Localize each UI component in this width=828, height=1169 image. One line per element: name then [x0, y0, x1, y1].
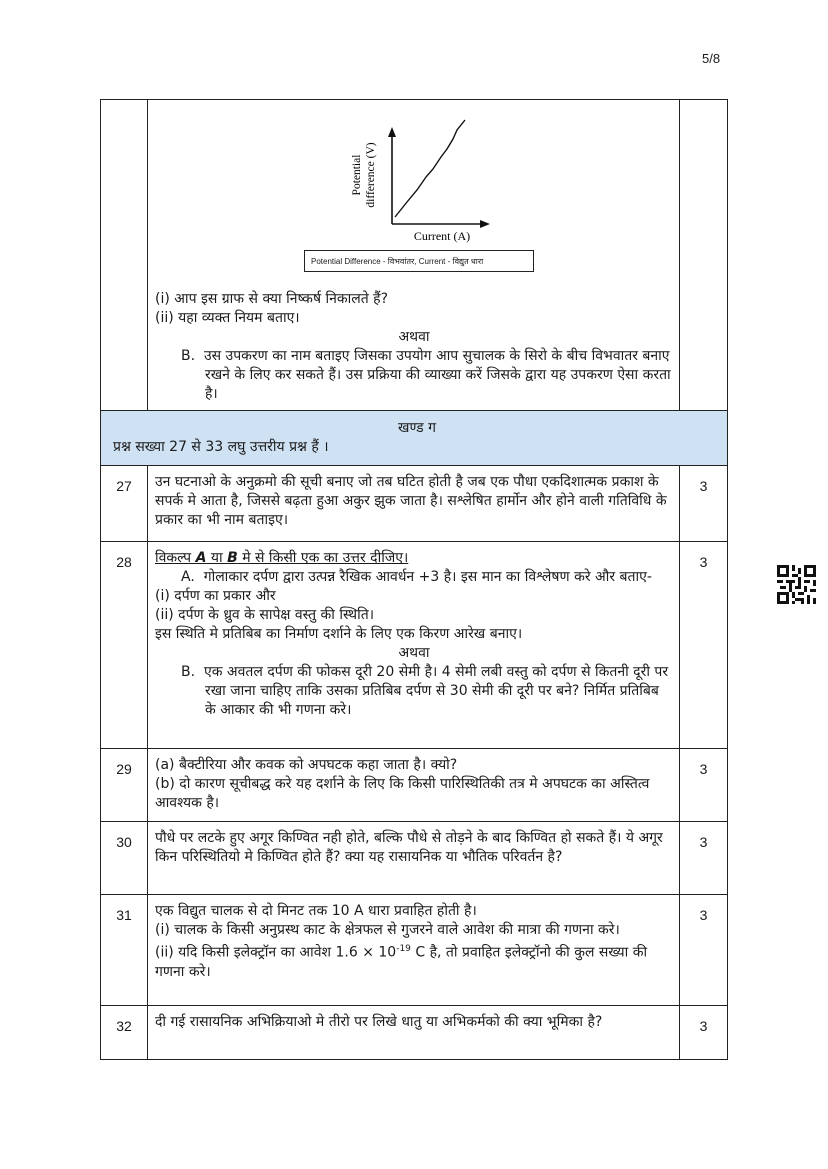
question-number: 31 [101, 895, 148, 1006]
q31-part-i: (i) चालक के किसी अनुप्रस्थ काट के क्षेत्रफल से गुजरने वाले आवेश की मात्रा की गणना करे। [155, 922, 620, 938]
question-text: पौधे पर लटके हुए अगूर किण्वित नही होते, बल्कि पौधे से तोड़ने के बाद किण्वित हो सकते हैं। ये अगूर किन परिस्थितियो मे किण्वित होते हैं? क्या यह रासायनिक या भौतिक परिवर्तन है? [148, 822, 680, 895]
page-number: 5/8 [702, 51, 721, 66]
q26-option-b-label: B. [181, 348, 196, 364]
question-number: 28 [101, 542, 148, 749]
q26-option-b-text: उस उपकरण का नाम बताइए जिसका उपयोग आप सुचालक के सिरो के बीच विभवातर बनाए रखने के लिए कर सकते हैं। उस प्रक्रिया की व्याख्या करें जिसके द्वारा यह उपकरण ऐसा करता है। [203, 348, 671, 402]
question-number: 29 [101, 749, 148, 822]
vi-graph [155, 107, 673, 290]
q28-sub-ii: (ii) दर्पण के ध्रुव के सापेक्ष वस्तु की स्थिति। [155, 607, 375, 623]
question-number: 32 [101, 1006, 148, 1060]
q31-line-1: एक विद्युत चालक से दो मिनट तक 10 A धारा प्रवाहित होती है। [155, 903, 477, 919]
question-31 [101, 895, 728, 1006]
q28-athva: अथवा [398, 645, 430, 661]
vi-line [395, 120, 465, 217]
section-title: खण्ड ग [398, 420, 436, 436]
graph-legend: Potential Difference - विभवांतर, Current - विद्युत धारा [304, 250, 534, 272]
question-marks: 3 [680, 1006, 728, 1060]
qr-code-icon [777, 565, 816, 604]
q28-option-b: B. एक अवतल दर्पण की फोकस दूरी 20 सेमी है। 4 सेमी लबी वस्तु को दर्पण से कितनी दूरी पर रखा जाना चाहिए ताकि उसका प्रतिबिब दर्पण से 30 सेमी की दूरी पर बने? निर्मित प्रतिबिब के आकार की भी गणना करे। [181, 664, 669, 718]
q26-option-b [155, 347, 673, 404]
question-marks: 3 [680, 822, 728, 895]
question-30 [101, 822, 728, 895]
section-subtitle: प्रश्न सख्या 27 से 33 लघु उत्तरीय प्रश्न हैं । [113, 439, 329, 455]
question-28 [101, 542, 728, 749]
y-axis-arrow [388, 127, 396, 137]
section-header [101, 411, 728, 466]
question-29 [101, 749, 728, 822]
q26-part-ii: (ii) यहा व्यक्त नियम बताए। [155, 310, 300, 326]
question-text: उन घटनाओ के अनुक्रमो की सूची बनाए जो तब घटित होती है जब एक पौधा एकदिशात्मक प्रकाश के सपर्क मे आता है, जिससे बढ़ता हुआ अकुर झुक जाता है। सश्लेषित हार्मोन और होने वाली गतिविधि के प्रकार का भी नाम बताइए। [148, 466, 680, 542]
question-number: 30 [101, 822, 148, 895]
question-table [100, 99, 728, 1060]
q29-part-b: (b) दो कारण सूचीबद्ध करे यह दर्शाने के लिए कि किसी पारिस्थितिकी तत्र मे अपघटक का अस्तित्व आवश्यक है। [155, 776, 650, 811]
x-axis-arrow [480, 220, 490, 228]
question-marks: 3 [680, 895, 728, 1006]
q28-option-a: A. गोलाकार दर्पण द्वारा उत्पन्न रैखिक आवर्धन +3 है। इस मान का विश्लेषण करे और बताए- [181, 569, 652, 585]
question-marks: 3 [680, 749, 728, 822]
question-32 [101, 1006, 728, 1060]
q28-sub-i: (i) दर्पण का प्रकार और [155, 588, 276, 604]
q28-sub-iii: इस स्थिति मे प्रतिबिब का निर्माण दर्शाने के लिए एक किरण आरेख बनाए। [155, 626, 523, 642]
q26-part-i: (i) आप इस ग्राफ से क्या निष्कर्ष निकालते हैं? [155, 291, 389, 307]
y-axis-label-line1: Potential [351, 154, 363, 196]
question-27 [101, 466, 728, 542]
question-text: दी गई रासायनिक अभिक्रियाओ मे तीरो पर लिखे धातु या अभिकर्मको की क्या भूमिका है? [148, 1006, 680, 1060]
q31-part-ii: (ii) यदि किसी इलेक्ट्रॉन का आवेश $1.6 \times 10^{-19}$ C है, तो प्रवाहित इलेक्ट्रॉनो की कुल सख्या की गणना करे। [155, 944, 648, 980]
question-number: 27 [101, 466, 148, 542]
y-axis-label-line2: difference (V) [365, 142, 377, 208]
question-marks: 3 [680, 542, 728, 749]
x-axis-label: Current (A) [413, 229, 471, 243]
question-26-continuation [101, 100, 728, 411]
q29-part-a: (a) बैक्टीरिया और कवक को अपघटक कहा जाता है। क्यो? [155, 757, 458, 773]
question-marks: 3 [680, 466, 728, 542]
q26-athva: अथवा [398, 329, 430, 345]
q28-instruction: विकल्प A या B मे से किसी एक का उत्तर दीजिए। [155, 550, 409, 566]
